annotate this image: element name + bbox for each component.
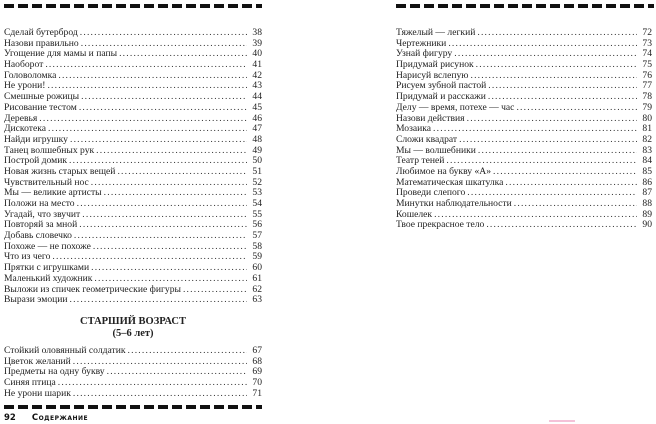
entry-page: 40	[252, 48, 262, 60]
entry-page: 73	[642, 37, 652, 49]
dot-leader	[96, 146, 247, 157]
entry-page: 53	[252, 187, 262, 199]
dot-leader	[58, 378, 247, 389]
entry-title: Деревья	[4, 112, 38, 124]
toc-entry	[396, 199, 652, 210]
dot-leader	[107, 367, 247, 378]
entry-title: Чертежники	[396, 37, 447, 49]
entry-page: 89	[642, 208, 652, 220]
entry-title: Угадай, что звучит	[4, 208, 81, 220]
entry-title: Не урони!	[4, 80, 46, 92]
dot-leader	[459, 135, 637, 146]
entry-page: 90	[642, 219, 652, 231]
dot-leader	[48, 124, 247, 135]
entry-title: Чувствительный нос	[4, 176, 89, 188]
entry-page: 56	[252, 219, 262, 231]
dot-leader	[45, 60, 247, 71]
entry-page: 75	[642, 59, 652, 71]
dot-leader	[82, 210, 247, 221]
dot-leader	[493, 167, 637, 178]
entry-page: 45	[252, 101, 262, 113]
dot-leader	[94, 274, 247, 285]
dot-leader	[91, 178, 247, 189]
section-heading: СТАРШИЙ ВОЗРАСТ	[80, 316, 186, 327]
entry-title: Положи на место	[4, 198, 75, 209]
entry-title: Делу — время, потехе — час	[396, 101, 515, 113]
dot-leader	[117, 167, 247, 178]
dot-leader	[39, 114, 247, 125]
entry-title: Построй домик	[4, 155, 68, 167]
dot-leader	[516, 103, 637, 114]
entry-title: Прятки с игрушками	[4, 262, 90, 274]
entry-page: 48	[252, 133, 262, 145]
entry-page: 88	[642, 198, 652, 209]
pink-mark	[549, 420, 575, 422]
dot-leader	[119, 49, 247, 60]
entry-title: Мы — великие артисты	[4, 187, 102, 199]
entry-title: Придумай и расскажи	[396, 91, 486, 103]
entry-title: Не урони шарик	[4, 387, 71, 399]
dot-leader	[79, 220, 247, 231]
entry-title: Вырази эмоции	[4, 294, 68, 306]
entry-page: 69	[252, 366, 262, 378]
section-subheading: (5–6 лет)	[112, 328, 154, 339]
entry-title: Добавь словечко	[4, 230, 72, 242]
dot-leader	[91, 263, 247, 274]
dot-leader	[128, 346, 247, 357]
entry-title: Рисуем зубной пастой	[396, 80, 487, 92]
dot-leader	[467, 114, 637, 125]
toc-entry	[4, 295, 262, 306]
dot-leader	[476, 60, 637, 71]
dot-leader	[454, 49, 637, 60]
dot-leader	[478, 146, 637, 157]
dot-leader	[93, 242, 247, 253]
entry-page: 68	[252, 355, 262, 367]
entry-title: Кошелек	[396, 208, 433, 220]
entry-page: 70	[252, 377, 262, 389]
toc-entry	[4, 389, 262, 400]
dot-leader	[81, 92, 247, 103]
entry-title: Математическая шкатулка	[396, 176, 504, 188]
entry-page: 54	[252, 198, 262, 209]
entry-title: Узнай фигуру	[396, 48, 453, 60]
dot-leader	[433, 124, 637, 135]
top-rule-right	[396, 4, 654, 8]
entry-page: 59	[252, 251, 262, 263]
dot-leader	[505, 178, 637, 189]
dot-leader	[77, 199, 247, 210]
toc-left-top	[4, 28, 262, 306]
entry-page: 50	[252, 155, 262, 167]
entry-page: 78	[642, 91, 652, 103]
entry-page: 77	[642, 80, 652, 92]
toc-entry	[396, 103, 652, 114]
entry-page: 74	[642, 48, 652, 60]
entry-title: Угощение для мамы и папы	[4, 48, 118, 60]
entry-page: 39	[252, 37, 262, 49]
entry-title: Нарисуй вслепую	[396, 69, 469, 81]
entry-page: 57	[252, 230, 262, 242]
entry-page: 38	[252, 27, 262, 38]
entry-title: Дискотека	[4, 123, 47, 135]
entry-page: 87	[642, 187, 652, 199]
entry-title: Смешные рожицы	[4, 91, 80, 103]
entry-page: 47	[252, 123, 262, 135]
entry-title: Придумай рисунок	[396, 59, 474, 71]
entry-page: 41	[252, 59, 262, 71]
dot-leader	[80, 28, 247, 39]
dot-leader	[74, 231, 247, 242]
entry-page: 52	[252, 176, 262, 188]
entry-page: 62	[252, 283, 262, 295]
dot-leader	[79, 103, 247, 114]
entry-title: Повторяй за мной	[4, 219, 78, 231]
entry-title: Предметы на одну букву	[4, 366, 105, 378]
entry-title: Назови правильно	[4, 37, 79, 49]
toc-entry	[396, 135, 652, 146]
entry-page: 63	[252, 294, 262, 306]
dot-leader	[73, 389, 247, 400]
entry-title: Цветок желаний	[4, 355, 71, 367]
dot-leader	[488, 81, 637, 92]
page-footer	[4, 413, 88, 423]
dot-leader	[58, 71, 247, 82]
entry-title: Стойкий оловянный солдатик	[4, 345, 126, 356]
entry-title: Новая жизнь старых вещей	[4, 165, 116, 177]
entry-title: Мы — волшебники	[396, 144, 476, 156]
entry-page: 72	[642, 27, 652, 38]
dot-leader	[70, 135, 247, 146]
entry-title: Танец волшебных рук	[4, 144, 95, 156]
entry-title: Назови действия	[396, 112, 465, 124]
entry-page: 51	[252, 165, 262, 177]
entry-title: Минутки наблюдательности	[396, 198, 512, 209]
dot-leader	[486, 220, 637, 231]
dot-leader	[183, 285, 247, 296]
page-number: 92	[4, 413, 16, 423]
entry-title: Что из чего	[4, 251, 51, 263]
entry-page: 61	[252, 272, 262, 284]
entry-title: Сделай бутерброд	[4, 27, 78, 38]
dot-leader	[448, 39, 637, 50]
entry-page: 83	[642, 144, 652, 156]
entry-page: 49	[252, 144, 262, 156]
entry-page: 82	[642, 133, 652, 145]
toc-right	[396, 28, 652, 231]
entry-title: Любимое на букву «А»	[396, 165, 492, 177]
entry-title: Тяжелый — легкий	[396, 27, 476, 38]
toc-entry	[396, 220, 652, 231]
entry-title: Головоломка	[4, 69, 57, 81]
entry-title: Театр теней	[396, 155, 445, 167]
entry-page: 85	[642, 165, 652, 177]
entry-page: 71	[252, 387, 262, 399]
entry-title: Твое прекрасное тело	[396, 219, 485, 231]
entry-title: Наоборот	[4, 59, 44, 71]
bottom-rule-left	[4, 405, 262, 409]
toc-entry	[4, 103, 262, 114]
entry-page: 80	[642, 112, 652, 124]
running-title: Содержание	[31, 413, 89, 423]
entry-page: 58	[252, 240, 262, 252]
entry-page: 44	[252, 91, 262, 103]
entry-page: 79	[642, 101, 652, 113]
toc-entry	[396, 114, 652, 125]
entry-page: 60	[252, 262, 262, 274]
toc-entry	[4, 274, 262, 285]
toc-left-bottom	[4, 346, 262, 399]
dot-leader	[70, 295, 247, 306]
entry-page: 42	[252, 69, 262, 81]
entry-title: Мозаика	[396, 123, 432, 135]
entry-page: 43	[252, 80, 262, 92]
entry-page: 55	[252, 208, 262, 220]
entry-page: 84	[642, 155, 652, 167]
entry-title: Рисование тестом	[4, 101, 77, 113]
entry-title: Сложи квадрат	[396, 133, 458, 145]
dot-leader	[470, 71, 637, 82]
dot-leader	[514, 199, 637, 210]
entry-page: 81	[642, 123, 652, 135]
entry-page: 46	[252, 112, 262, 124]
entry-title: Синяя птица	[4, 377, 56, 389]
entry-title: Маленький художник	[4, 272, 93, 284]
entry-page: 67	[252, 345, 262, 356]
entry-title: Похоже — не похоже	[4, 240, 91, 252]
dot-leader	[104, 188, 247, 199]
dot-leader	[477, 28, 637, 39]
entry-page: 76	[642, 69, 652, 81]
top-rule-left	[4, 4, 262, 8]
toc-entry	[4, 135, 262, 146]
entry-title: Найди игрушку	[4, 133, 68, 145]
entry-page: 86	[642, 176, 652, 188]
entry-title: Выложи из спичек геометрические фигуры	[4, 283, 181, 295]
entry-title: Проведи слепого	[396, 187, 466, 199]
